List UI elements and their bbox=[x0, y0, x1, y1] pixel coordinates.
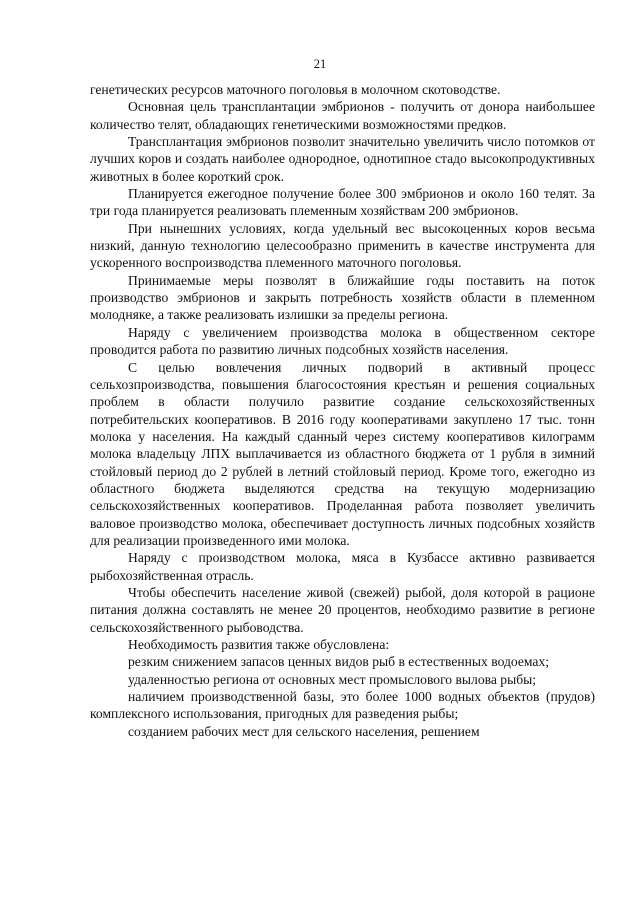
paragraph: С целью вовлечения личных подворий в активный процесс сельхозпроизводства, повышения благосостояния крестьян и решения социальных проблем в области получило развитие создание сельскохозяйственных потребительских кооперативов. В 2016 году кооперативами закуплено 17 тыс. тонн молока у населения. На каждый сданный через систему кооперативов килограмм молока владельцу ЛПХ выплачивается из областного бюджета от 1 рубля в зимний стойловый период до 2 рублей в летний стойловый период. Кроме того, ежегодно из областного бюджета выделяются средства на текущую модернизацию сельскохозяйственных кооперативов. Проделанная работа позволяет увеличить валовое производство молока, обеспечивает доступность личных подсобных хозяйств для реализации произведенного ими молока. bbox=[90, 359, 595, 548]
paragraph: Наряду с производством молока, мяса в Кузбассе активно развивается рыбохозяйственная отрасль. bbox=[90, 550, 595, 583]
paragraph: Принимаемые меры позволят в ближайшие годы поставить на поток производство эмбрионов и закрыть потребность хозяйств области в племенном молодняке, а также реализовать излишки за пределы региона. bbox=[90, 272, 595, 323]
paragraph: резким снижением запасов ценных видов рыб в естественных водоемах; bbox=[128, 654, 550, 670]
page-number: 21 bbox=[313, 57, 327, 71]
body-text bbox=[90, 81, 595, 740]
paragraph: Трансплантация эмбрионов позволит значительно увеличить число потомков от лучших коров и создать наиболее однородное, однотипное стадо высокопродуктивных животных в более короткий срок. bbox=[90, 134, 595, 184]
paragraph: Планируется ежегодное получение более 300 эмбрионов и около 160 телят. За три года планируется реализовать племенным хозяйствам 200 эмбрионов. bbox=[90, 186, 595, 219]
paragraph: Необходимость развития также обусловлена: bbox=[128, 637, 390, 652]
paragraph: наличием производственной базы, это более 1000 водных объектов (прудов) комплексного использования, пригодных для разведения рыбы; bbox=[90, 689, 595, 722]
paragraph: удаленностью региона от основных мест промыслового вылова рыбы; bbox=[128, 671, 537, 687]
paragraph: созданием рабочих мест для сельского населения, решением bbox=[128, 723, 480, 739]
paragraph: При нынешних условиях, когда удельный вес высокоценных коров весьма низкий, данную технологию целесообразно применить в качестве инструмента для ускоренного воспроизводства племенного маточного поголовья. bbox=[90, 220, 595, 271]
paragraph-continuation: генетических ресурсов маточного поголовья в молочном скотоводстве. bbox=[90, 82, 501, 97]
paragraph: Наряду с увеличением производства молока в общественном секторе проводится работа по развитию личных подсобных хозяйств населения. bbox=[90, 324, 595, 358]
paragraph: Чтобы обеспечить население живой (свежей) рыбой, доля которой в рационе питания должна составлять не менее 20 процентов, необходимо развитие в регионе сельскохозяйственного рыбоводства. bbox=[90, 584, 595, 635]
paragraph: Основная цель трансплантации эмбрионов - получить от донора наибольшее количество телят, обладающих генетическими возможностями предков. bbox=[90, 99, 595, 132]
